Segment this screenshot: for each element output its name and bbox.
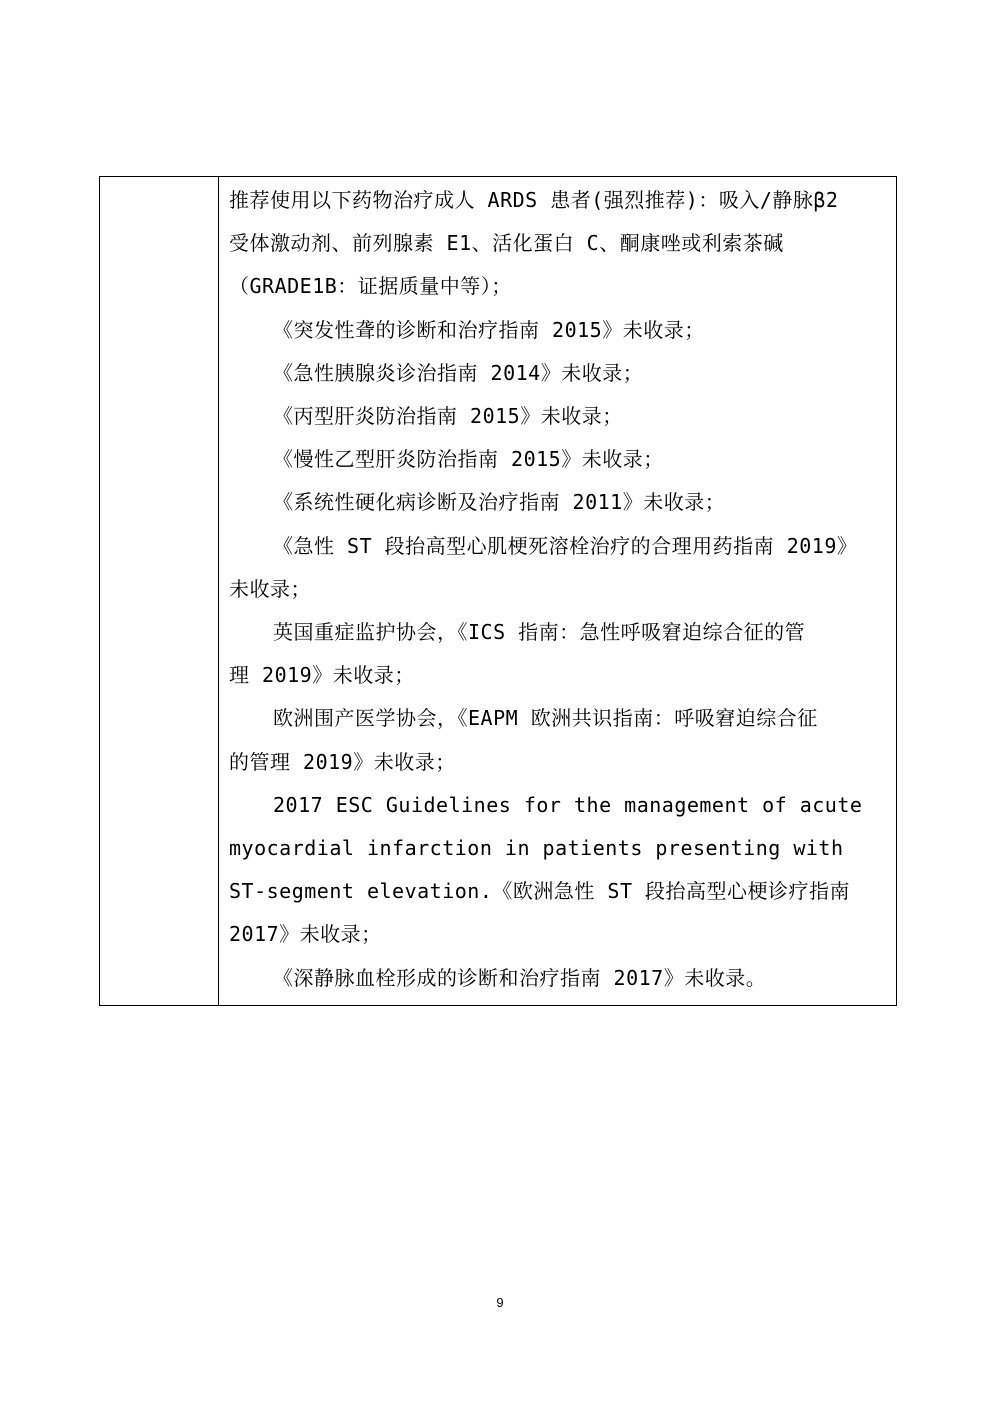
text-line: 《急性 ST 段抬高型心肌梗死溶栓治疗的合理用药指南 2019》 xyxy=(273,533,858,558)
text-line: 《突发性聋的诊断和治疗指南 2015》未收录； xyxy=(273,317,705,342)
page-number: 9 xyxy=(496,1295,504,1310)
text-line: 《丙型肝炎防治指南 2015》未收录； xyxy=(273,404,623,428)
text-line: （GRADE1B：证据质量中等）； xyxy=(229,274,512,299)
text-line: 2017 ESC Guidelines for the management of acute xyxy=(273,792,863,817)
table-right-cell xyxy=(219,177,896,1005)
text-line: ST-segment elevation.《欧洲急性 ST 段抬高型心梗诊疗指南 xyxy=(229,879,851,904)
text-line: 理 2019》未收录； xyxy=(229,663,415,688)
text-line: 《系统性硬化病诊断及治疗指南 2011》未收录； xyxy=(273,490,726,515)
text-line: 的管理 2019》未收录； xyxy=(229,749,456,774)
text-line: 《深静脉血栓形成的诊断和治疗指南 2017》未收录。 xyxy=(273,965,767,990)
text-line: 受体激动剂、前列腺素 E1、活化蛋白 C、酮康唑或利索茶碱 xyxy=(229,231,784,256)
text-line: 欧洲围产医学协会，《EAPM 欧洲共识指南：呼吸窘迫综合征 xyxy=(273,706,818,731)
text-line: myocardial infarction in patients presenting with xyxy=(229,836,844,860)
text-line: 英国重症监护协会，《ICS 指南：急性呼吸窘迫综合征的管 xyxy=(273,620,806,644)
text-line: 未收录； xyxy=(229,576,311,601)
text-line: 2017》未收录； xyxy=(229,922,382,947)
text-line: 《慢性乙型肝炎防治指南 2015》未收录； xyxy=(273,447,664,472)
guideline-table xyxy=(99,176,897,1006)
table-left-cell xyxy=(100,177,219,1005)
text-line: 推荐使用以下药物治疗成人 ARDS 患者(强烈推荐)：吸入/静脉β2 xyxy=(229,188,839,212)
text-line: 《急性胰腺炎诊治指南 2014》未收录； xyxy=(273,360,644,385)
